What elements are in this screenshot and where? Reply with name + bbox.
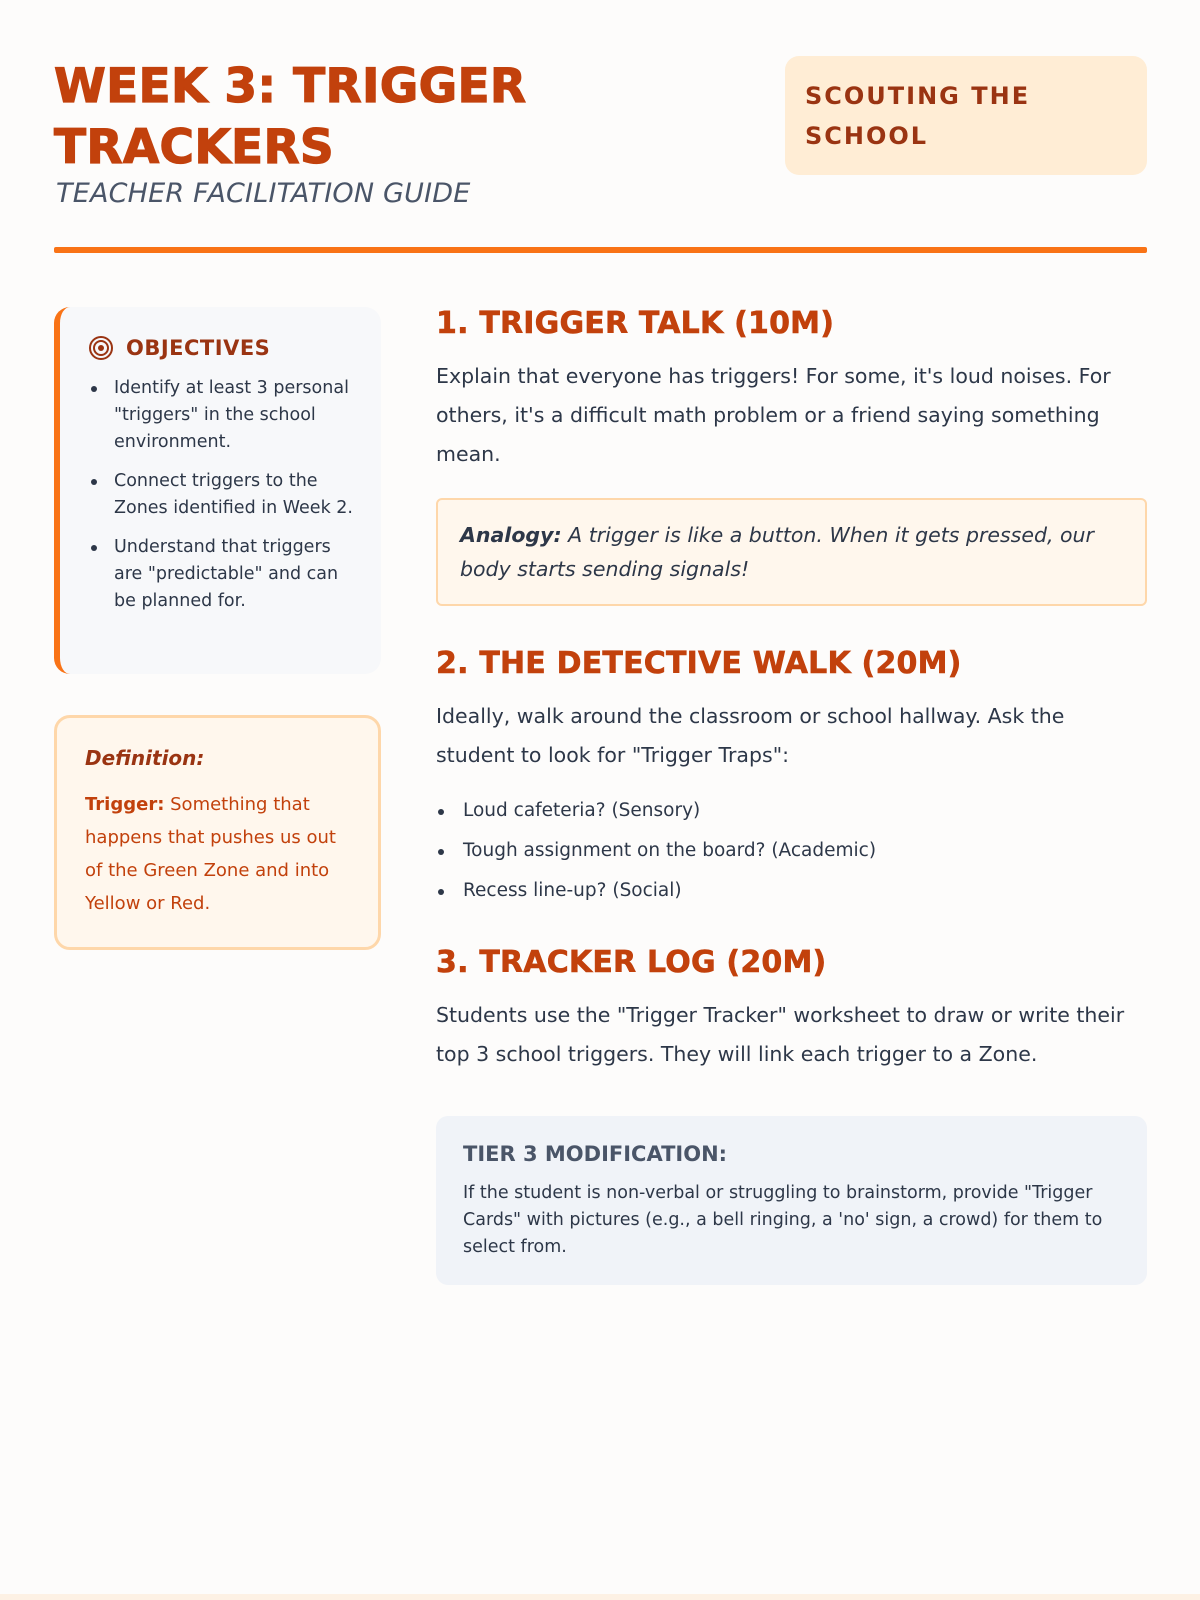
objectives-header (88, 335, 357, 361)
trigger-traps-list (436, 791, 1147, 911)
objectives-card (54, 307, 381, 674)
title-line-2: TRACKERS (54, 120, 335, 175)
badge-line-2: SCHOOL (805, 122, 929, 150)
header-divider (54, 247, 1147, 253)
objective-item: Understand that triggers are "predictable" and can be planned for. (88, 534, 357, 615)
definition-card (54, 715, 381, 950)
list-item: Recess line-up? (Social) (436, 871, 1147, 911)
page-title (54, 56, 674, 178)
list-item: Loud cafeteria? (Sensory) (436, 791, 1147, 831)
main-content (436, 306, 1147, 1285)
analogy-label: Analogy: (460, 523, 562, 547)
definition-text: Something that happens that pushes us out of the Green Zone and into Yellow or Red. (85, 794, 336, 914)
section-1-title: 1. TRIGGER TALK (10M) (436, 306, 835, 341)
bottom-strip (0, 1594, 1200, 1600)
analogy-callout (436, 498, 1147, 606)
section-3-text: Students use the "Trigger Tracker" worksheet to draw or write their top 3 school triggers. They will link each trigger to a Zone. (436, 1003, 1125, 1066)
section-3-title: 3. TRACKER LOG (20M) (436, 945, 827, 980)
list-item: Tough assignment on the board? (Academic) (436, 831, 1147, 871)
page (54, 0, 1147, 1600)
tier3-title: TIER 3 MODIFICATION: (463, 1142, 728, 1166)
objectives-label: OBJECTIVES (126, 336, 271, 360)
analogy-text: A trigger is like a button. When it gets pressed, our body starts sending signals! (460, 523, 1094, 581)
theme-badge (785, 56, 1147, 175)
section-2-text: Ideally, walk around the classroom or school hallway. Ask the student to look for "Trigger Traps": (436, 704, 1065, 767)
objective-item: Identify at least 3 personal "triggers" in the school environment. (88, 375, 357, 456)
section-1-text: Explain that everyone has triggers! For some, it's loud noises. For others, it's a difficult math problem or a friend saying something mean. (436, 364, 1111, 466)
tier3-text: If the student is non-verbal or struggling to brainstorm, provide "Trigger Cards" with pictures (e.g., a bell ringing, a 'no' sign, a crowd) for them to select from. (463, 1183, 1103, 1257)
tier3-modification-card (436, 1116, 1147, 1285)
objectives-list (88, 375, 357, 615)
definition-body (85, 788, 354, 920)
page-subtitle: TEACHER FACILITATION GUIDE (56, 178, 471, 209)
title-line-1: WEEK 3: TRIGGER (54, 59, 527, 114)
objective-item: Connect triggers to the Zones identified in Week 2. (88, 468, 357, 522)
badge-line-1: SCOUTING THE (805, 82, 1031, 110)
section-2-title: 2. THE DETECTIVE WALK (20M) (436, 646, 962, 681)
target-icon (88, 335, 114, 361)
header (54, 56, 1147, 256)
definition-term: Trigger: (85, 794, 165, 815)
definition-title: Definition: (85, 746, 205, 770)
